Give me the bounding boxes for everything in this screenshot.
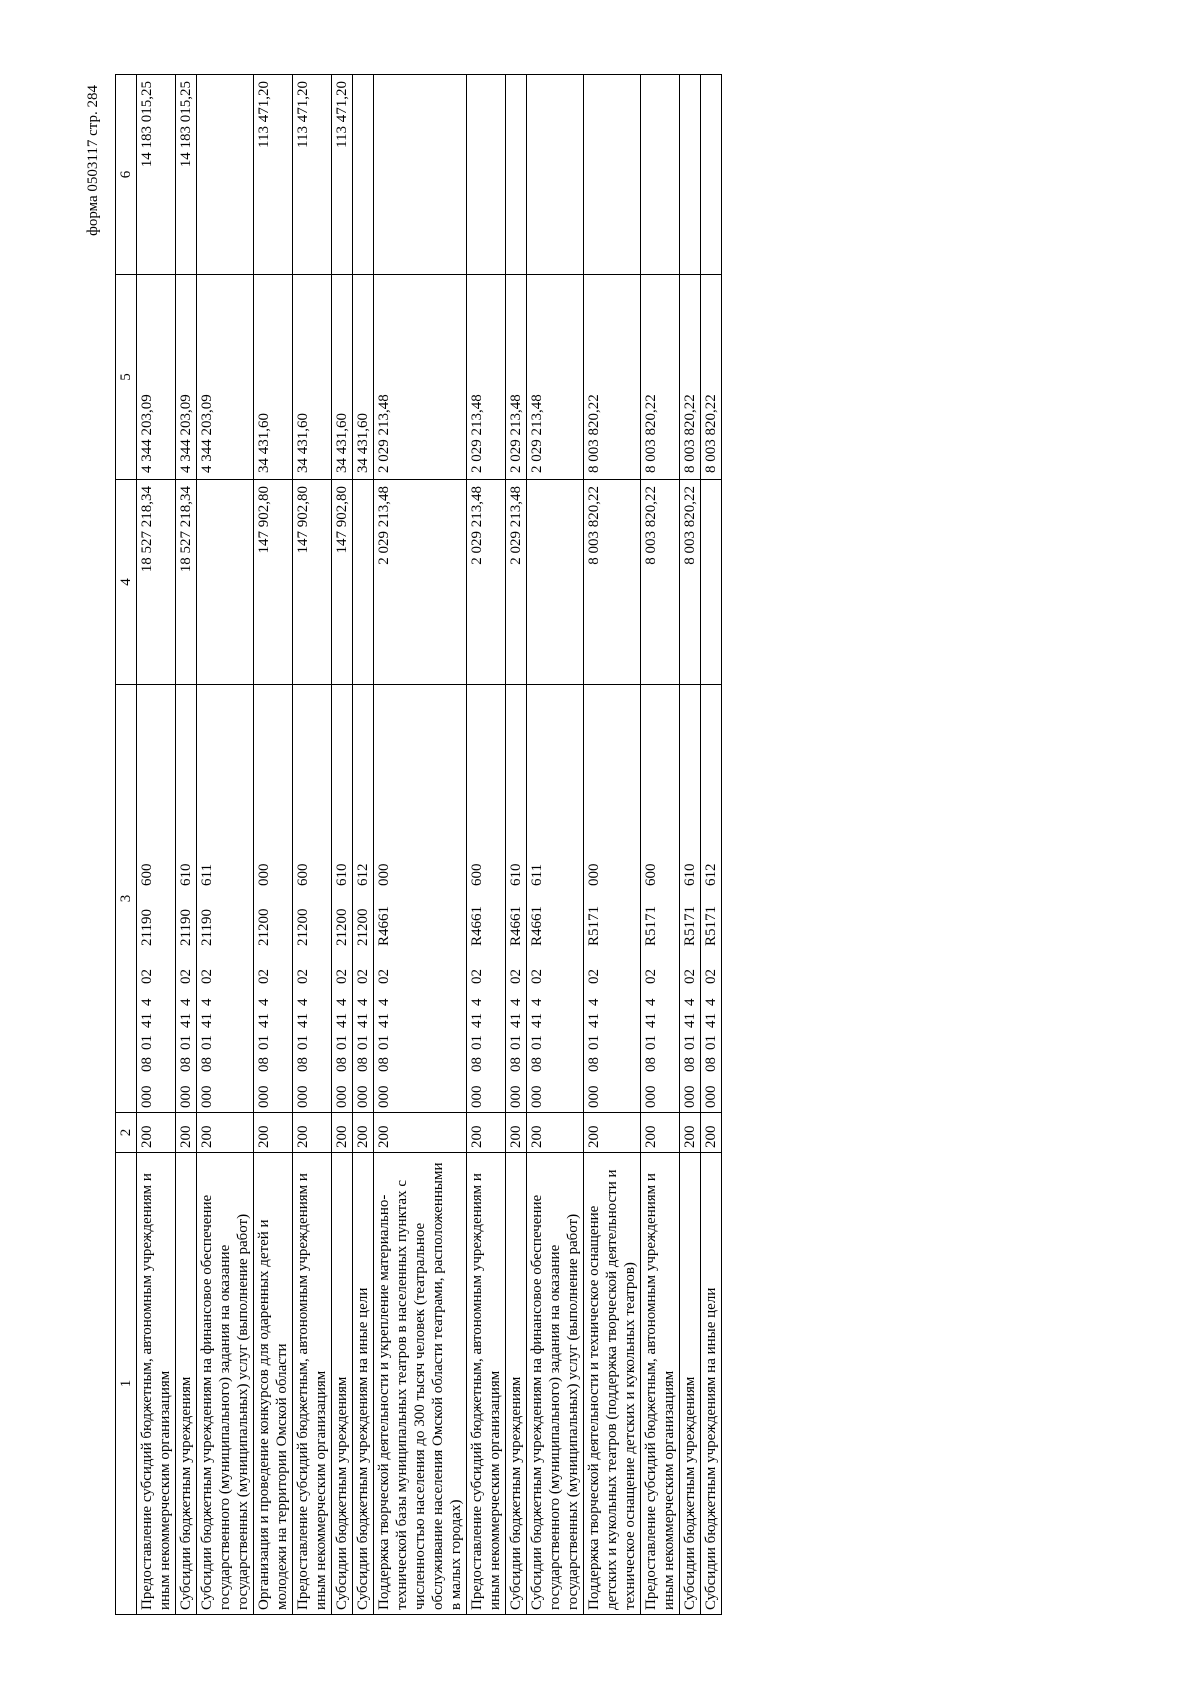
row-approved-plan: 2 029 213,48 bbox=[374, 480, 467, 685]
budget-code-part: 02 bbox=[295, 969, 311, 984]
budget-code-part: R5171 bbox=[682, 905, 698, 946]
column-header: 1 bbox=[116, 1153, 137, 1615]
budget-code-part: 21200 bbox=[256, 908, 272, 946]
budget-code-part: 000 bbox=[529, 1085, 545, 1108]
budget-code-part: 08 bbox=[376, 1057, 392, 1072]
row-grbs-code: 200 bbox=[527, 1113, 584, 1153]
budget-code-part: 000 bbox=[703, 1085, 719, 1108]
rotated-report-sheet bbox=[85, 75, 1035, 1615]
table-row bbox=[293, 75, 332, 1615]
budget-code-part: 610 bbox=[334, 863, 350, 886]
budget-code-part: 01 bbox=[178, 1035, 194, 1050]
row-approved-plan bbox=[527, 480, 584, 685]
budget-code-part: 4 bbox=[643, 998, 659, 1006]
budget-code-part: 41 bbox=[256, 1013, 272, 1028]
budget-code-part: 21190 bbox=[199, 909, 215, 946]
budget-code-part: 02 bbox=[643, 969, 659, 984]
budget-code-part: 41 bbox=[682, 1013, 698, 1028]
row-remaining bbox=[467, 75, 506, 275]
row-name: Субсидии бюджетным учреждениям на иные цели bbox=[353, 1153, 374, 1615]
row-budget-code bbox=[353, 685, 374, 1113]
budget-code-part: 610 bbox=[178, 863, 194, 886]
budget-code-part: 01 bbox=[529, 1035, 545, 1050]
budget-code-part: 41 bbox=[376, 1013, 392, 1028]
budget-code-part: 000 bbox=[256, 1085, 272, 1108]
budget-code-part: 02 bbox=[508, 969, 524, 984]
budget-code-part: 01 bbox=[334, 1035, 350, 1050]
budget-code-part: 4 bbox=[295, 998, 311, 1006]
row-name: Субсидии бюджетным учреждениям bbox=[332, 1153, 353, 1615]
row-budget-code bbox=[467, 685, 506, 1113]
row-executed: 4 344 203,09 bbox=[197, 275, 254, 480]
row-budget-code bbox=[506, 685, 527, 1113]
budget-code-part: 610 bbox=[682, 863, 698, 886]
row-budget-code bbox=[332, 685, 353, 1113]
row-budget-code bbox=[137, 685, 176, 1113]
budget-code-part: R4661 bbox=[508, 905, 524, 946]
budget-code-part: 4 bbox=[682, 998, 698, 1006]
budget-code-part: 01 bbox=[355, 1035, 371, 1050]
row-name: Субсидии бюджетным учреждениям bbox=[680, 1153, 701, 1615]
table-row bbox=[527, 75, 584, 1615]
row-approved-plan bbox=[197, 480, 254, 685]
row-name: Субсидии бюджетным учреждениям на иные цели bbox=[701, 1153, 722, 1615]
row-approved-plan: 147 902,80 bbox=[332, 480, 353, 685]
row-budget-code bbox=[197, 685, 254, 1113]
table-row bbox=[467, 75, 506, 1615]
budget-code-part: 4 bbox=[355, 998, 371, 1006]
row-executed: 34 431,60 bbox=[293, 275, 332, 480]
budget-code-part: 02 bbox=[703, 969, 719, 984]
row-remaining bbox=[527, 75, 584, 275]
budget-code-part: R4661 bbox=[469, 905, 485, 946]
budget-code-part: 600 bbox=[295, 863, 311, 886]
row-remaining: 14 183 015,25 bbox=[137, 75, 176, 275]
budget-code-part: 08 bbox=[355, 1057, 371, 1072]
budget-code-part: 08 bbox=[178, 1057, 194, 1072]
report-table bbox=[115, 74, 722, 1615]
budget-code-part: 4 bbox=[508, 998, 524, 1006]
row-grbs-code: 200 bbox=[506, 1113, 527, 1153]
row-remaining bbox=[197, 75, 254, 275]
budget-code-part: 000 bbox=[376, 1085, 392, 1108]
budget-code-part: 01 bbox=[256, 1035, 272, 1050]
budget-code-part: 000 bbox=[355, 1085, 371, 1108]
budget-code-part: 600 bbox=[469, 863, 485, 886]
row-grbs-code: 200 bbox=[680, 1113, 701, 1153]
row-executed: 34 431,60 bbox=[254, 275, 293, 480]
row-approved-plan: 8 003 820,22 bbox=[680, 480, 701, 685]
budget-code-part: 000 bbox=[295, 1085, 311, 1108]
row-approved-plan: 147 902,80 bbox=[293, 480, 332, 685]
budget-code-part: 02 bbox=[376, 969, 392, 984]
row-name: Поддержка творческой деятельности и укрепление материально-технической базы муниципальных театров в населенных пунктах с численностью населения до 300 тысяч человек (театральное обслуживание населения Омской области театрами, расположенными в малых городах) bbox=[374, 1153, 467, 1615]
row-remaining bbox=[506, 75, 527, 275]
row-executed: 4 344 203,09 bbox=[176, 275, 197, 480]
row-budget-code bbox=[527, 685, 584, 1113]
row-approved-plan: 8 003 820,22 bbox=[641, 480, 680, 685]
budget-code-part: 41 bbox=[139, 1013, 155, 1028]
row-grbs-code: 200 bbox=[353, 1113, 374, 1153]
budget-code-part: 02 bbox=[139, 969, 155, 984]
budget-code-part: 4 bbox=[139, 998, 155, 1006]
budget-code-part: 08 bbox=[469, 1057, 485, 1072]
budget-code-part: 4 bbox=[199, 998, 215, 1006]
budget-code-part: 01 bbox=[508, 1035, 524, 1050]
budget-code-part: 21200 bbox=[295, 908, 311, 946]
budget-code-part: 600 bbox=[643, 863, 659, 886]
budget-code-part: 41 bbox=[643, 1013, 659, 1028]
budget-code-part: 000 bbox=[199, 1085, 215, 1108]
budget-code-part: 610 bbox=[508, 863, 524, 886]
budget-code-part: 000 bbox=[643, 1085, 659, 1108]
row-executed: 4 344 203,09 bbox=[137, 275, 176, 480]
row-grbs-code: 200 bbox=[197, 1113, 254, 1153]
budget-code-part: 01 bbox=[376, 1035, 392, 1050]
row-grbs-code: 200 bbox=[332, 1113, 353, 1153]
budget-code-part: 000 bbox=[139, 1085, 155, 1108]
budget-code-part: 4 bbox=[334, 998, 350, 1006]
budget-code-part: 21190 bbox=[178, 909, 194, 946]
row-grbs-code: 200 bbox=[374, 1113, 467, 1153]
row-budget-code bbox=[293, 685, 332, 1113]
budget-code-part: 01 bbox=[295, 1035, 311, 1050]
row-grbs-code: 200 bbox=[584, 1113, 641, 1153]
row-grbs-code: 200 bbox=[176, 1113, 197, 1153]
budget-code-part: 41 bbox=[508, 1013, 524, 1028]
row-approved-plan: 2 029 213,48 bbox=[506, 480, 527, 685]
budget-code-part: 08 bbox=[529, 1057, 545, 1072]
budget-code-part: 611 bbox=[529, 864, 545, 886]
row-budget-code bbox=[254, 685, 293, 1113]
row-budget-code bbox=[680, 685, 701, 1113]
row-name: Поддержка творческой деятельности и техническое оснащение детских и кукольных театров (поддержка творческой деятельности и техническое оснащение детских и кукольных театров) bbox=[584, 1153, 641, 1615]
budget-code-part: 02 bbox=[586, 969, 602, 984]
table-row bbox=[254, 75, 293, 1615]
budget-code-part: 600 bbox=[139, 863, 155, 886]
budget-code-part: 02 bbox=[529, 969, 545, 984]
budget-code-part: 08 bbox=[295, 1057, 311, 1072]
row-name: Организация и проведение конкурсов для одаренных детей и молодежи на территории Омской области bbox=[254, 1153, 293, 1615]
budget-code-part: 08 bbox=[334, 1057, 350, 1072]
row-executed: 2 029 213,48 bbox=[506, 275, 527, 480]
budget-code-part: 41 bbox=[334, 1013, 350, 1028]
row-executed: 2 029 213,48 bbox=[374, 275, 467, 480]
column-header: 5 bbox=[116, 275, 137, 480]
row-budget-code bbox=[584, 685, 641, 1113]
row-remaining bbox=[374, 75, 467, 275]
budget-code-part: 08 bbox=[586, 1057, 602, 1072]
budget-code-part: 02 bbox=[469, 969, 485, 984]
budget-code-part: 02 bbox=[178, 969, 194, 984]
budget-code-part: 41 bbox=[295, 1013, 311, 1028]
table-row bbox=[641, 75, 680, 1615]
row-approved-plan: 147 902,80 bbox=[254, 480, 293, 685]
column-header: 3 bbox=[116, 685, 137, 1113]
budget-code-part: 612 bbox=[703, 863, 719, 886]
row-remaining: 113 471,20 bbox=[332, 75, 353, 275]
row-budget-code bbox=[176, 685, 197, 1113]
budget-code-part: 41 bbox=[586, 1013, 602, 1028]
budget-code-part: 000 bbox=[376, 863, 392, 886]
budget-code-part: 000 bbox=[256, 863, 272, 886]
budget-code-part: 41 bbox=[199, 1013, 215, 1028]
table-row bbox=[506, 75, 527, 1615]
row-remaining: 113 471,20 bbox=[293, 75, 332, 275]
row-remaining bbox=[680, 75, 701, 275]
table-row bbox=[197, 75, 254, 1615]
row-remaining bbox=[701, 75, 722, 275]
row-name: Субсидии бюджетным учреждениям bbox=[176, 1153, 197, 1615]
budget-code-part: 08 bbox=[643, 1057, 659, 1072]
row-name: Субсидии бюджетным учреждениям на финансовое обеспечение государственного (муниципального) задания на оказание государственных (муниципальных) услуг (выполнение работ) bbox=[527, 1153, 584, 1615]
budget-code-part: 08 bbox=[139, 1057, 155, 1072]
row-grbs-code: 200 bbox=[137, 1113, 176, 1153]
row-approved-plan: 18 527 218,34 bbox=[176, 480, 197, 685]
row-name: Субсидии бюджетным учреждениям bbox=[506, 1153, 527, 1615]
budget-code-part: 41 bbox=[178, 1013, 194, 1028]
budget-code-part: 01 bbox=[469, 1035, 485, 1050]
budget-code-part: R5171 bbox=[703, 905, 719, 946]
budget-code-part: 21190 bbox=[139, 909, 155, 946]
budget-code-part: 02 bbox=[334, 969, 350, 984]
budget-code-part: 08 bbox=[199, 1057, 215, 1072]
table-row bbox=[374, 75, 467, 1615]
row-approved-plan: 2 029 213,48 bbox=[467, 480, 506, 685]
budget-code-part: 08 bbox=[508, 1057, 524, 1072]
row-name: Предоставление субсидий бюджетным, автономным учреждениям и иным некоммерческим организациям bbox=[293, 1153, 332, 1615]
row-budget-code bbox=[641, 685, 680, 1113]
row-executed: 8 003 820,22 bbox=[680, 275, 701, 480]
row-remaining bbox=[641, 75, 680, 275]
row-grbs-code: 200 bbox=[641, 1113, 680, 1153]
budget-code-part: R5171 bbox=[586, 905, 602, 946]
budget-code-part: 02 bbox=[199, 969, 215, 984]
table-row bbox=[680, 75, 701, 1615]
column-number-row bbox=[116, 75, 137, 1615]
row-grbs-code: 200 bbox=[293, 1113, 332, 1153]
budget-code-part: R5171 bbox=[643, 905, 659, 946]
budget-code-part: 4 bbox=[469, 998, 485, 1006]
budget-code-part: 4 bbox=[586, 998, 602, 1006]
budget-code-part: 21200 bbox=[355, 908, 371, 946]
row-name: Предоставление субсидий бюджетным, автономным учреждениям и иным некоммерческим организациям bbox=[467, 1153, 506, 1615]
budget-code-part: 4 bbox=[703, 998, 719, 1006]
row-executed: 8 003 820,22 bbox=[584, 275, 641, 480]
row-executed: 2 029 213,48 bbox=[527, 275, 584, 480]
row-budget-code bbox=[374, 685, 467, 1113]
table-row bbox=[701, 75, 722, 1615]
form-reference: форма 0503117 стр. 284 bbox=[85, 85, 101, 236]
budget-code-part: 08 bbox=[682, 1057, 698, 1072]
budget-code-part: 01 bbox=[586, 1035, 602, 1050]
table-row bbox=[353, 75, 374, 1615]
budget-code-part: 4 bbox=[256, 998, 272, 1006]
row-name: Предоставление субсидий бюджетным, автономным учреждениям и иным некоммерческим организациям bbox=[641, 1153, 680, 1615]
row-approved-plan: 18 527 218,34 bbox=[137, 480, 176, 685]
row-approved-plan bbox=[353, 480, 374, 685]
row-grbs-code: 200 bbox=[467, 1113, 506, 1153]
table-row bbox=[584, 75, 641, 1615]
row-executed: 34 431,60 bbox=[353, 275, 374, 480]
budget-code-part: R4661 bbox=[529, 905, 545, 946]
budget-code-part: 02 bbox=[682, 969, 698, 984]
row-name: Субсидии бюджетным учреждениям на финансовое обеспечение государственного (муниципального) задания на оказание государственных (муниципальных) услуг (выполнение работ) bbox=[197, 1153, 254, 1615]
row-executed: 8 003 820,22 bbox=[641, 275, 680, 480]
budget-code-part: 000 bbox=[586, 1085, 602, 1108]
row-grbs-code: 200 bbox=[254, 1113, 293, 1153]
row-executed: 2 029 213,48 bbox=[467, 275, 506, 480]
row-approved-plan: 8 003 820,22 bbox=[584, 480, 641, 685]
budget-code-part: 02 bbox=[256, 969, 272, 984]
table-row bbox=[176, 75, 197, 1615]
row-remaining bbox=[353, 75, 374, 275]
row-remaining: 113 471,20 bbox=[254, 75, 293, 275]
budget-code-part: R4661 bbox=[376, 905, 392, 946]
row-budget-code bbox=[701, 685, 722, 1113]
budget-code-part: 000 bbox=[508, 1085, 524, 1108]
row-executed: 8 003 820,22 bbox=[701, 275, 722, 480]
budget-code-part: 01 bbox=[682, 1035, 698, 1050]
row-remaining: 14 183 015,25 bbox=[176, 75, 197, 275]
row-executed: 34 431,60 bbox=[332, 275, 353, 480]
table-row bbox=[332, 75, 353, 1615]
row-approved-plan bbox=[701, 480, 722, 685]
budget-code-part: 000 bbox=[682, 1085, 698, 1108]
column-header: 4 bbox=[116, 480, 137, 685]
budget-code-part: 01 bbox=[199, 1035, 215, 1050]
column-header: 6 bbox=[116, 75, 137, 275]
budget-code-part: 000 bbox=[178, 1085, 194, 1108]
budget-code-part: 4 bbox=[529, 998, 545, 1006]
budget-code-part: 000 bbox=[469, 1085, 485, 1108]
budget-code-part: 4 bbox=[178, 998, 194, 1006]
budget-code-part: 612 bbox=[355, 863, 371, 886]
budget-code-part: 01 bbox=[139, 1035, 155, 1050]
budget-code-part: 08 bbox=[256, 1057, 272, 1072]
budget-code-part: 611 bbox=[199, 864, 215, 886]
budget-code-part: 08 bbox=[703, 1057, 719, 1072]
row-name: Предоставление субсидий бюджетным, автономным учреждениям и иным некоммерческим организациям bbox=[137, 1153, 176, 1615]
budget-code-part: 41 bbox=[529, 1013, 545, 1028]
budget-code-part: 41 bbox=[469, 1013, 485, 1028]
budget-code-part: 01 bbox=[643, 1035, 659, 1050]
budget-code-part: 000 bbox=[586, 863, 602, 886]
table-row bbox=[137, 75, 176, 1615]
budget-code-part: 41 bbox=[355, 1013, 371, 1028]
budget-code-part: 4 bbox=[376, 998, 392, 1006]
row-grbs-code: 200 bbox=[701, 1113, 722, 1153]
row-remaining bbox=[584, 75, 641, 275]
budget-code-part: 21200 bbox=[334, 908, 350, 946]
column-header: 2 bbox=[116, 1113, 137, 1153]
budget-code-part: 01 bbox=[703, 1035, 719, 1050]
budget-code-part: 02 bbox=[355, 969, 371, 984]
budget-code-part: 41 bbox=[703, 1013, 719, 1028]
budget-code-part: 000 bbox=[334, 1085, 350, 1108]
